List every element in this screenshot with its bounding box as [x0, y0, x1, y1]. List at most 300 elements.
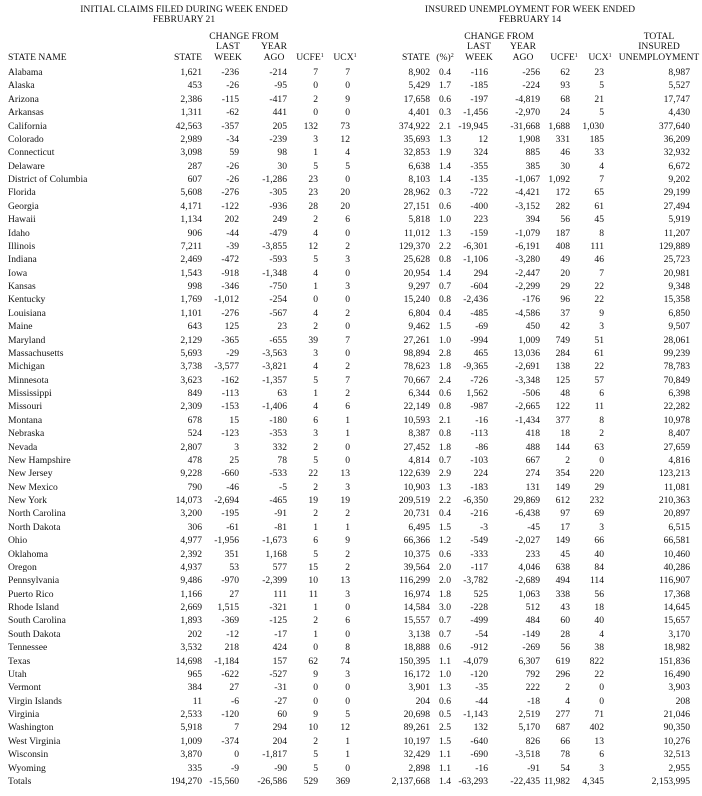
initial-ucx-cell: 9 — [345, 93, 350, 105]
table-row — [0, 574, 702, 587]
insured-pct-cell: 2.2 — [439, 495, 451, 506]
insured-ucx-cell: 402 — [589, 722, 604, 734]
initial-state-cell: 3,200 — [180, 508, 202, 520]
table-row — [0, 721, 702, 734]
total-insured-cell: 17,368 — [663, 588, 690, 600]
insured-ucx-cell: 3 — [599, 762, 604, 774]
state-name-cell: Hawaii — [8, 214, 36, 226]
table-row — [0, 200, 702, 213]
totals-row — [0, 775, 702, 788]
insured-ucfe-cell: 96 — [560, 294, 570, 306]
insured-state-cell: 35,693 — [403, 133, 430, 145]
insured-total-label: TOTAL — [643, 31, 675, 42]
insured-last-week-cell: -2,436 — [463, 294, 488, 306]
state-name-cell: Kansas — [8, 281, 36, 292]
insured-last-week-cell: 12 — [478, 133, 488, 145]
table-row — [0, 173, 702, 186]
initial-year-ago-cell: -567 — [269, 307, 287, 319]
table-row — [0, 186, 702, 199]
insured-ucx-cell: 0 — [599, 695, 604, 707]
insured-ucx-cell: 57 — [594, 374, 604, 386]
insured-pct-cell: 0.7 — [439, 454, 451, 466]
insured-pct-cell: 1.8 — [439, 588, 451, 600]
initial-ucx-cell: 12 — [340, 133, 350, 145]
initial-state-cell: 1,769 — [180, 294, 202, 306]
initial-ucx-cell: 1 — [345, 414, 350, 426]
initial-year-ago-cell: -593 — [269, 254, 287, 266]
insured-state-cell: 5,818 — [408, 214, 430, 226]
initial-state-cell: 202 — [187, 628, 202, 640]
initial-year-ago-cell: 577 — [272, 561, 287, 573]
initial-year-ago-cell: -90 — [274, 762, 287, 774]
initial-year-ago-cell: -1,357 — [262, 374, 287, 386]
insured-state-cell: 15,557 — [403, 615, 430, 627]
initial-ucfe-cell: 0 — [313, 642, 318, 654]
state-name-cell: Colorado — [8, 133, 44, 145]
insured-ucx-cell: 0 — [599, 682, 604, 694]
initial-state-cell: 2,989 — [180, 133, 202, 145]
insured-ucfe-cell: 2 — [565, 454, 570, 466]
total-insured-cell: 17,747 — [663, 93, 690, 105]
total-insured-cell: 10,978 — [663, 414, 690, 426]
insured-ucfe-cell: 1,092 — [548, 174, 570, 185]
insured-last-week-cell: 132 — [473, 722, 488, 734]
state-name-cell: Virgin Islands — [8, 695, 62, 707]
insured-last-week-cell: -69 — [475, 321, 488, 333]
table-row — [0, 735, 702, 748]
initial-state-cell: 678 — [187, 414, 202, 426]
initial-ucx-cell: 20 — [340, 200, 350, 212]
initial-year-ago-cell: 204 — [272, 735, 287, 747]
initial-state-cell: 306 — [187, 521, 202, 533]
state-name-cell: Maine — [8, 321, 33, 333]
total-insured-cell: 99,239 — [663, 347, 690, 359]
initial-state-cell: 5,693 — [180, 347, 202, 359]
insured-pct-cell: 0.6 — [439, 388, 451, 399]
total-insured-cell: 4,816 — [668, 454, 690, 466]
initial-state-cell: 9,486 — [180, 575, 202, 587]
insured-state-cell: 18,888 — [403, 642, 430, 654]
insured-last-week-cell: -16 — [475, 414, 488, 426]
initial-ucfe-cell: 4 — [313, 401, 318, 413]
insured-ucfe-cell: 18 — [560, 428, 570, 440]
initial-last-week-cell: 27 — [229, 682, 239, 694]
initial-ucx-cell: 6 — [345, 401, 350, 413]
insured-pct-cell: 1.3 — [439, 133, 451, 145]
insured-ucx-cell: 61 — [594, 347, 604, 359]
total-insured-cell: 4,430 — [668, 107, 690, 119]
initial-ucx-cell: 0 — [345, 682, 350, 694]
initial-ucfe-cell: 15 — [308, 561, 318, 573]
state-name-cell: South Carolina — [8, 615, 66, 627]
insured-year-ago-cell: 233 — [525, 548, 540, 560]
insured-ucfe-cell: 43 — [560, 602, 570, 613]
state-name-cell: Louisiana — [8, 307, 46, 319]
initial-state-cell: 2,669 — [180, 602, 202, 613]
initial-state-cell: 2,392 — [180, 548, 202, 560]
initial-state-cell: 384 — [187, 682, 202, 694]
col-ucx-insured: UCX$^1$ — [588, 52, 612, 63]
total-insured-cell: 21,046 — [663, 709, 690, 720]
initial-state-cell: 965 — [187, 668, 202, 680]
state-name-cell: Idaho — [8, 227, 30, 239]
insured-year-ago-cell: -31,668 — [510, 120, 540, 132]
insured-year-ago-cell: -2,447 — [515, 267, 540, 279]
initial-year-ago-cell: -81 — [274, 521, 287, 533]
insured-year-ago-cell: 2,519 — [518, 709, 540, 720]
initial-year-ago-cell: -527 — [269, 668, 287, 680]
initial-last-week-cell: 15 — [229, 414, 239, 426]
insured-state-cell: 8,387 — [408, 428, 430, 440]
table-row — [0, 253, 702, 266]
total-insured-cell: 3,170 — [668, 628, 690, 640]
insured-ucfe-cell: 49 — [560, 254, 570, 266]
insured-pct-cell: 2.5 — [439, 722, 451, 734]
total-insured-cell: 27,659 — [663, 441, 690, 453]
insured-ucx-cell: 40 — [594, 548, 604, 560]
initial-year-ago-cell: -91 — [274, 508, 287, 520]
initial-ucx-cell: 3 — [345, 481, 350, 493]
state-name-cell: North Carolina — [8, 508, 66, 520]
insured-state-cell: 66,366 — [403, 535, 430, 547]
initial-ucfe-cell: 7 — [313, 67, 318, 78]
insured-last-week-cell: -135 — [470, 174, 488, 185]
initial-ucfe-cell: 6 — [313, 535, 318, 547]
insured-state-cell: 5,429 — [408, 80, 430, 92]
initial-last-week-cell: 218 — [224, 642, 239, 654]
total-insured-cell: 2,955 — [668, 762, 690, 774]
total-insured-cell: 2,153,995 — [651, 775, 690, 787]
insured-year-ago-cell: 512 — [525, 602, 540, 613]
initial-year-ago-cell: -750 — [269, 281, 287, 292]
initial-state-cell: 1,101 — [180, 307, 202, 319]
table-row — [0, 227, 702, 240]
initial-year-ago-cell: 111 — [273, 588, 287, 600]
table-row — [0, 441, 702, 454]
insured-ucx-cell: 4 — [599, 628, 604, 640]
insured-pct-cell: 1.0 — [439, 214, 451, 226]
insured-year-ago-cell: 29,869 — [513, 495, 540, 506]
insured-pct-cell: 1.0 — [439, 334, 451, 346]
state-name-cell: Arizona — [8, 93, 39, 105]
initial-ucfe-cell: 1 — [313, 628, 318, 640]
insured-last-week-cell: -485 — [470, 307, 488, 319]
insured-pct-cell: 0.8 — [439, 401, 451, 413]
total-insured-cell: 210,363 — [658, 495, 690, 506]
col-last-week-insured: WEEK — [465, 52, 493, 63]
initial-ucfe-cell: 5 — [313, 762, 318, 774]
insured-pct-cell: 3.0 — [439, 602, 451, 613]
initial-ucx-cell: 0 — [345, 347, 350, 359]
table-row — [0, 120, 702, 133]
insured-state-cell: 15,240 — [403, 294, 430, 306]
table-row — [0, 748, 702, 761]
table-row — [0, 360, 702, 373]
state-name-cell: California — [8, 120, 47, 132]
insured-last-week-cell: -116 — [470, 67, 488, 78]
initial-ucx-cell: 7 — [345, 67, 350, 78]
insured-ucx-cell: 66 — [594, 535, 604, 547]
initial-state-cell: 1,311 — [180, 107, 202, 119]
col-state-insured: STATE — [401, 52, 430, 63]
initial-ucfe-cell: 1 — [313, 602, 318, 613]
insured-year-label: YEAR — [509, 41, 537, 52]
insured-pct-cell: 0.6 — [439, 200, 451, 212]
insured-state-cell: 6,495 — [408, 521, 430, 533]
insured-year-ago-cell: 131 — [525, 481, 540, 493]
insured-pct-cell: 1.4 — [439, 775, 451, 787]
insured-state-cell: 20,954 — [403, 267, 430, 279]
total-insured-cell: 18,982 — [663, 642, 690, 654]
total-insured-cell: 11,081 — [663, 481, 690, 493]
insured-year-ago-cell: 4,046 — [518, 561, 540, 573]
initial-state-cell: 2,309 — [180, 401, 202, 413]
insured-last-week-cell: -722 — [470, 187, 488, 199]
initial-state-cell: 4,977 — [180, 535, 202, 547]
table-row — [0, 79, 702, 92]
initial-year-ago-cell: -1,348 — [262, 267, 287, 279]
total-insured-cell: 8,987 — [668, 67, 690, 78]
insured-ucfe-cell: 354 — [555, 468, 570, 480]
insured-last-week-cell: -86 — [475, 441, 488, 453]
table-row — [0, 708, 702, 721]
initial-last-week-cell: -369 — [221, 615, 239, 627]
state-name-cell: North Dakota — [8, 521, 61, 533]
initial-state-cell: 42,563 — [175, 120, 202, 132]
insured-last-week-cell: -228 — [470, 602, 488, 613]
insured-last-week-cell: -103 — [470, 454, 488, 466]
insured-year-ago-cell: 488 — [525, 441, 540, 453]
insured-pct-cell: 0.7 — [439, 615, 451, 627]
initial-last-week-cell: -1,956 — [214, 535, 239, 547]
initial-ucfe-cell: 0 — [313, 695, 318, 707]
state-name-cell: New Jersey — [8, 468, 53, 480]
initial-ucfe-cell: 3 — [313, 133, 318, 145]
insured-ucfe-cell: 45 — [560, 548, 570, 560]
initial-ucx-cell: 2 — [345, 388, 350, 399]
insured-ucx-cell: 29 — [594, 481, 604, 493]
insured-last-week-cell: -197 — [470, 93, 488, 105]
table-row — [0, 668, 702, 681]
state-name-cell: New Hampshire — [8, 454, 71, 466]
state-name-cell: Rhode Island — [8, 602, 59, 613]
insured-last-week-cell: -113 — [470, 428, 488, 440]
insured-state-cell: 3,138 — [408, 628, 430, 640]
initial-last-week-cell: -6 — [231, 695, 239, 707]
initial-ucfe-cell: 5 — [313, 749, 318, 761]
insured-ucx-cell: 6 — [599, 749, 604, 761]
initial-year-ago-cell: -27 — [274, 695, 287, 707]
insured-ucfe-cell: 62 — [560, 67, 570, 78]
insured-last-label: LAST — [467, 41, 491, 52]
insured-ucx-cell: 822 — [589, 655, 604, 667]
total-insured-cell: 116,907 — [659, 575, 690, 587]
initial-state-cell: 335 — [187, 762, 202, 774]
insured-ucx-cell: 69 — [594, 508, 604, 520]
insured-ucfe-cell: 187 — [555, 227, 570, 239]
insured-pct-cell: 0.8 — [439, 294, 451, 306]
total-insured-cell: 5,527 — [668, 80, 690, 92]
initial-ucfe-cell: 5 — [313, 160, 318, 172]
initial-state-cell: 14,073 — [175, 495, 202, 506]
insured-state-cell: 8,902 — [408, 67, 430, 78]
total-insured-cell: 70,849 — [663, 374, 690, 386]
insured-year-ago-cell: -256 — [522, 67, 540, 78]
initial-ucx-cell: 73 — [340, 120, 350, 132]
insured-ucx-cell: 8 — [599, 414, 604, 426]
insured-ucx-cell: 6 — [599, 388, 604, 399]
total-insured-cell: 90,350 — [663, 722, 690, 734]
insured-state-cell: 122,639 — [398, 468, 430, 480]
insured-state-cell: 25,628 — [403, 254, 430, 266]
insured-ucfe-cell: 619 — [555, 655, 570, 667]
table-row — [0, 534, 702, 547]
initial-year-ago-cell: 23 — [277, 321, 287, 333]
insured-year-ago-cell: -2,970 — [515, 107, 540, 119]
table-row — [0, 240, 702, 253]
initial-last-week-cell: -39 — [226, 240, 239, 252]
initial-ucfe-cell: 10 — [308, 575, 318, 587]
insured-ucfe-cell: 125 — [555, 374, 570, 386]
initial-last-week-cell: -195 — [221, 508, 239, 520]
state-name-cell: New Mexico — [8, 481, 58, 493]
total-insured-cell: 3,903 — [668, 682, 690, 694]
insured-ucfe-cell: 60 — [560, 615, 570, 627]
insured-state-cell: 2,898 — [408, 762, 430, 774]
insured-ucx-cell: 185 — [589, 133, 604, 145]
insured-year-ago-cell: -18 — [527, 695, 540, 707]
initial-year-ago-cell: 424 — [272, 642, 287, 654]
initial-ucx-cell: 0 — [345, 107, 350, 119]
initial-ucx-cell: 2 — [345, 561, 350, 573]
insured-last-week-cell: -4,079 — [463, 655, 488, 667]
state-name-cell: Alaska — [8, 80, 35, 92]
insured-last-week-cell: 224 — [473, 468, 488, 480]
insured-last-week-cell: -604 — [470, 281, 488, 292]
insured-year-ago-cell: -6,438 — [515, 508, 540, 520]
initial-year-ago-cell: -214 — [269, 67, 287, 78]
insured-ucfe-cell: 17 — [560, 521, 570, 533]
table-row — [0, 655, 702, 668]
state-name-cell: Georgia — [8, 200, 39, 212]
initial-last-week-cell: -2,694 — [214, 495, 239, 506]
insured-ucx-cell: 2 — [599, 428, 604, 440]
initial-ucfe-cell: 28 — [308, 200, 318, 212]
insured-state-cell: 27,261 — [403, 334, 430, 346]
insured-year-ago-cell: -224 — [522, 80, 540, 92]
initial-ucfe-cell: 5 — [313, 254, 318, 266]
state-name-cell: Puerto Rico — [8, 588, 54, 600]
insured-last-week-cell: -35 — [475, 682, 488, 694]
insured-year-ago-cell: 13,036 — [513, 347, 540, 359]
insured-title-line2: FEBRUARY 14 — [498, 14, 562, 25]
col-year-ago-initial: AGO — [263, 52, 285, 63]
insured-last-week-cell: -1,106 — [463, 254, 488, 266]
total-insured-cell: 78,783 — [663, 361, 690, 373]
insured-pct-cell: 0.3 — [439, 187, 451, 199]
state-name-cell: District of Columbia — [8, 174, 88, 185]
insured-last-week-cell: -499 — [470, 615, 488, 627]
table-row — [0, 334, 702, 347]
col-ucx-initial: UCX$^1$ — [333, 52, 357, 63]
initial-ucx-cell: 2 — [345, 307, 350, 319]
initial-year-ago-cell: -533 — [269, 468, 287, 480]
initial-last-week-cell: 27 — [229, 588, 239, 600]
insured-pct-cell: 2.1 — [439, 120, 451, 132]
insured-last-week-cell: 465 — [473, 347, 488, 359]
insured-ucx-cell: 3 — [599, 321, 604, 333]
insured-last-week-cell: -3,782 — [463, 575, 488, 587]
insured-state-cell: 28,962 — [403, 187, 430, 199]
insured-pct-cell: 1.4 — [439, 267, 451, 279]
insured-ucx-cell: 65 — [594, 187, 604, 199]
insured-last-week-cell: -63,293 — [458, 775, 488, 787]
initial-ucx-cell: 0 — [345, 174, 350, 185]
initial-last-week-cell: -622 — [221, 668, 239, 680]
initial-state-cell: 3,098 — [180, 147, 202, 159]
insured-state-cell: 22,149 — [403, 401, 430, 413]
insured-ucx-cell: 5 — [599, 107, 604, 119]
insured-state-cell: 27,452 — [403, 441, 430, 453]
state-name-cell: Florida — [8, 187, 36, 199]
insured-ucfe-cell: 68 — [560, 93, 570, 105]
initial-last-week-cell: 25 — [229, 454, 239, 466]
initial-ucx-cell: 6 — [345, 615, 350, 627]
state-name-cell: Wyoming — [8, 762, 46, 774]
initial-ucfe-cell: 5 — [313, 374, 318, 386]
initial-ucfe-cell: 1 — [313, 521, 318, 533]
initial-ucx-cell: 0 — [345, 602, 350, 613]
initial-year-ago-cell: -1,406 — [262, 401, 287, 413]
initial-ucfe-cell: 39 — [308, 334, 318, 346]
initial-last-week-cell: -123 — [221, 428, 239, 440]
initial-last-week-cell: -918 — [221, 267, 239, 279]
table-row — [0, 454, 702, 467]
insured-pct-cell: 1.5 — [439, 521, 451, 533]
total-insured-cell: 28,061 — [663, 334, 690, 346]
initial-state-cell: 3,738 — [180, 361, 202, 373]
insured-ucx-cell: 220 — [589, 468, 604, 480]
initial-ucx-cell: 0 — [345, 695, 350, 707]
initial-last-week-cell: -26 — [226, 80, 239, 92]
insured-ucfe-cell: 144 — [555, 441, 570, 453]
insured-ucfe-cell: 30 — [560, 160, 570, 172]
insured-year-ago-cell: -45 — [527, 521, 540, 533]
insured-pct-cell: 1.2 — [439, 535, 451, 547]
initial-last-week-cell: -660 — [221, 468, 239, 480]
insured-year-ago-cell: -1,079 — [515, 227, 540, 239]
initial-state-cell: 2,129 — [180, 334, 202, 346]
initial-last-week-cell: -970 — [221, 575, 239, 587]
initial-ucx-cell: 5 — [345, 160, 350, 172]
insured-last-week-cell: -640 — [470, 735, 488, 747]
initial-last-week-cell: -276 — [221, 307, 239, 319]
insured-pct-cell: 0.6 — [439, 93, 451, 105]
total-insured-cell: 14,645 — [663, 602, 690, 613]
insured-ucfe-cell: 138 — [555, 361, 570, 373]
insured-pct-cell: 2.4 — [439, 374, 451, 386]
insured-year-ago-cell: -2,691 — [515, 361, 540, 373]
total-insured-cell: 9,507 — [668, 321, 690, 333]
col-state-initial: STATE — [173, 52, 202, 63]
state-name-cell: Kentucky — [8, 294, 46, 306]
insured-pct-cell: 0.4 — [439, 508, 451, 520]
table-row — [0, 374, 702, 387]
insured-year-ago-cell: -22,435 — [510, 775, 540, 787]
initial-year-ago-cell: -125 — [269, 615, 287, 627]
insured-ucfe-cell: 687 — [555, 722, 570, 734]
insured-last-week-cell: 223 — [473, 214, 488, 226]
